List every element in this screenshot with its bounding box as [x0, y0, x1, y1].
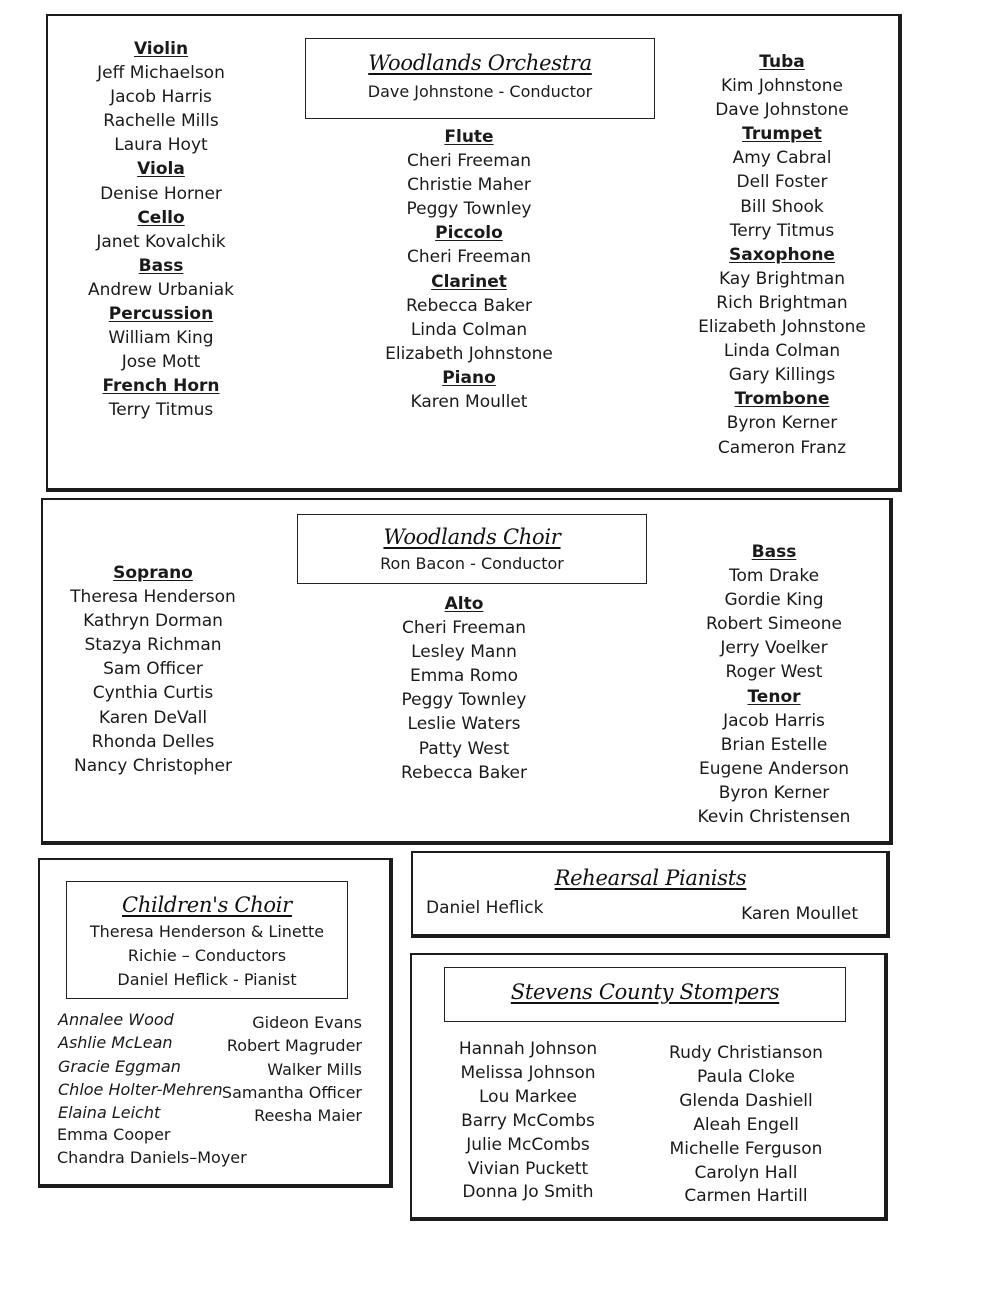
section-heading: Trumpet: [742, 124, 822, 145]
choir-col-left: [53, 561, 253, 778]
childrens-choir-col-bottom: [57, 1123, 247, 1170]
member-name: Julie McCombs: [466, 1134, 590, 1155]
member-name: Lesley Mann: [411, 642, 517, 663]
member-name: Paula Cloke: [697, 1066, 795, 1087]
member-name: Cheri Freeman: [406, 151, 532, 172]
member-name: Dell Foster: [736, 172, 828, 193]
section-heading: French Horn: [102, 376, 220, 397]
member-name: Barry McCombs: [461, 1110, 595, 1131]
member-name: Jose Mott: [121, 352, 201, 373]
member-name: Ashlie McLean: [58, 1033, 173, 1053]
member-name: Leslie Waters: [407, 714, 521, 735]
orchestra-col-middle: [369, 125, 569, 414]
childrens-choir-title: Children's Choir: [122, 893, 292, 917]
member-name: Christie Maher: [407, 175, 531, 196]
orchestra-title-box: [305, 38, 655, 119]
section-heading: Violin: [133, 39, 189, 59]
member-name: Melissa Johnson: [460, 1062, 596, 1083]
member-name: Rebecca Baker: [405, 295, 533, 316]
childrens-choir-line-2: Richie – Conductors: [127, 946, 287, 965]
section-heading: Piccolo: [435, 223, 503, 244]
choir-title-box: [297, 514, 647, 584]
section-heading: Tenor: [747, 686, 801, 707]
orchestra-col-right: [682, 50, 882, 460]
orchestra-col-left: [61, 37, 261, 423]
member-name: Hannah Johnson: [458, 1039, 598, 1059]
member-name: Bill Shook: [740, 196, 824, 217]
member-name: Cheri Freeman: [401, 618, 527, 639]
member-name: Stazya Richman: [84, 635, 222, 656]
stompers-title: Stevens County Stompers: [510, 980, 780, 1004]
member-name: Lou Markee: [479, 1086, 577, 1107]
member-name: Emma Cooper: [57, 1125, 171, 1144]
member-name: Donna Jo Smith: [462, 1182, 594, 1203]
member-name: Kay Brightman: [718, 268, 846, 289]
section-heading: Soprano: [113, 563, 193, 583]
member-name: Jerry Voelker: [720, 638, 828, 659]
member-name: Sam Officer: [103, 659, 203, 680]
member-name: Elizabeth Johnstone: [698, 317, 866, 338]
member-name: Denise Horner: [100, 183, 222, 204]
member-name: Roger West: [725, 662, 823, 683]
member-name: Michelle Ferguson: [669, 1138, 823, 1159]
member-name: Annalee Wood: [58, 1010, 174, 1029]
member-name: Samantha Officer: [221, 1082, 362, 1102]
member-name: Jacob Harris: [723, 710, 825, 731]
member-name: Chandra Daniels–Moyer: [57, 1148, 247, 1168]
member-name: Terry Titmus: [729, 220, 835, 241]
rehearsal-title: Rehearsal Pianists: [554, 866, 747, 890]
member-name: Aleah Engell: [693, 1114, 799, 1135]
member-name: Rachelle Mills: [103, 111, 219, 132]
member-name: Carmen Hartill: [684, 1186, 808, 1207]
choir-col-right: [674, 540, 874, 829]
section-heading: Bass: [751, 542, 797, 562]
member-name: Amy Cabral: [732, 148, 832, 169]
member-name: Jacob Harris: [110, 87, 212, 108]
member-name: Linda Colman: [410, 319, 528, 340]
section-heading: Viola: [137, 159, 185, 180]
member-name: Cameron Franz: [717, 437, 847, 458]
member-name: Elaina Leicht: [58, 1103, 161, 1123]
section-heading: Percussion: [108, 304, 214, 325]
section-heading: Clarinet: [431, 271, 507, 292]
member-name: Byron Kerner: [726, 413, 838, 434]
section-heading: Alto: [444, 594, 484, 614]
member-name: Walker Mills: [267, 1059, 362, 1079]
member-name: Peggy Townley: [406, 199, 532, 220]
member-name: Theresa Henderson: [70, 587, 236, 608]
choir-col-middle: [364, 592, 564, 785]
stompers-title-box: [444, 967, 846, 1022]
childrens-choir-col-left: [58, 1008, 223, 1124]
member-name: Gordie King: [724, 590, 824, 611]
member-name: Gracie Eggman: [58, 1056, 181, 1076]
member-name: Karen DeVall: [98, 707, 208, 728]
section-heading: Bass: [138, 255, 184, 276]
member-name: Rich Brightman: [716, 292, 848, 313]
member-name: Kim Johnstone: [721, 76, 843, 97]
member-name: Gary Killings: [728, 365, 836, 386]
orchestra-conductor: Dave Johnstone - Conductor: [367, 82, 593, 101]
member-name: Patty West: [418, 738, 510, 759]
member-name: Rhonda Delles: [91, 731, 215, 752]
member-name: Peggy Townley: [401, 690, 527, 711]
member-name: Robert Magruder: [226, 1036, 362, 1056]
member-name: Nancy Christopher: [73, 755, 232, 776]
member-name: Gideon Evans: [252, 1013, 362, 1032]
member-name: Eugene Anderson: [698, 758, 850, 779]
childrens-choir-title-box: [66, 881, 348, 999]
member-name: Vivian Puckett: [467, 1158, 589, 1179]
section-heading: Trombone: [734, 389, 830, 410]
section-heading: Piano: [442, 367, 496, 388]
member-name: Brian Estelle: [720, 734, 828, 755]
childrens-choir-line-1: Theresa Henderson & Linette: [89, 922, 325, 941]
section-heading: Flute: [444, 127, 494, 147]
section-heading: Tuba: [759, 52, 805, 72]
rehearsal-pianist-left: Daniel Heflick: [426, 898, 544, 918]
stompers-col-right: [646, 1042, 846, 1209]
member-name: Cynthia Curtis: [92, 683, 214, 704]
member-name: Rebecca Baker: [400, 762, 528, 783]
member-name: Reesha Maier: [254, 1106, 362, 1126]
rehearsal-pianist-right: Karen Moullet: [741, 904, 858, 924]
member-name: Chloe Holter-Mehren: [58, 1079, 223, 1099]
member-name: Robert Simeone: [706, 614, 842, 635]
member-name: Linda Colman: [723, 341, 841, 362]
member-name: Emma Romo: [409, 666, 519, 687]
member-name: Cheri Freeman: [406, 247, 532, 268]
member-name: Elizabeth Johnstone: [385, 343, 553, 364]
rehearsal-section: [411, 851, 890, 938]
member-name: Andrew Urbaniak: [88, 279, 234, 300]
childrens-choir-line-3: Daniel Heflick - Pianist: [117, 970, 297, 989]
member-name: Janet Kovalchik: [96, 231, 226, 252]
orchestra-title: Woodlands Orchestra: [368, 51, 592, 75]
member-name: Karen Moullet: [410, 392, 528, 413]
member-name: Glenda Dashiell: [679, 1090, 813, 1111]
choir-conductor: Ron Bacon - Conductor: [380, 554, 564, 573]
member-name: Kathryn Dorman: [83, 611, 223, 632]
member-name: Rudy Christianson: [669, 1043, 823, 1063]
member-name: Dave Johnstone: [715, 100, 849, 121]
choir-title: Woodlands Choir: [383, 525, 561, 549]
member-name: Carolyn Hall: [694, 1162, 798, 1183]
member-name: Kevin Christensen: [697, 807, 851, 828]
member-name: Laura Hoyt: [114, 135, 208, 156]
member-name: Terry Titmus: [108, 400, 214, 421]
member-name: William King: [108, 328, 214, 349]
member-name: Tom Drake: [728, 566, 820, 587]
section-heading: Saxophone: [729, 244, 835, 265]
stompers-col-left: [428, 1038, 628, 1205]
member-name: Jeff Michaelson: [97, 63, 225, 84]
member-name: Byron Kerner: [718, 782, 830, 803]
section-heading: Cello: [137, 207, 185, 228]
childrens-choir-col-right: [222, 1011, 362, 1127]
